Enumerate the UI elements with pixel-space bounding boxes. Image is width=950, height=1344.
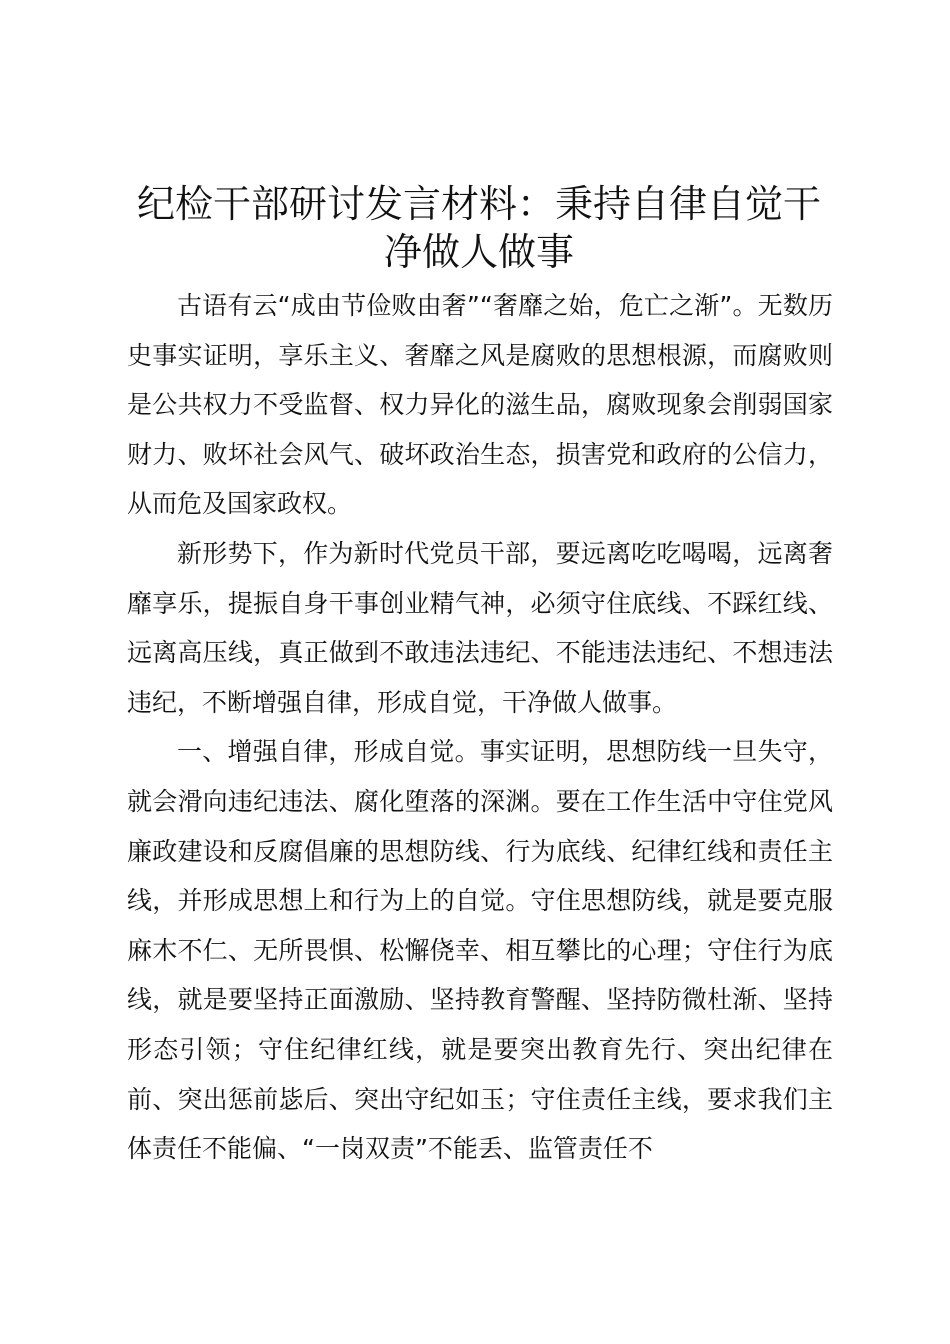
paragraph-situation: 新形势下，作为新时代党员干部，要远离吃吃喝喝，远离奢靡享乐，提振自身干事创业精气神，必须守住底线、不踩红线、远离高压线，真正做到不敢违法违纪、不能违法违纪、不想违法违纪，不断增强自律，形成自觉，干净做人做事。 <box>127 538 833 717</box>
document-body <box>127 281 833 1174</box>
document-title: 纪检干部研讨发言材料：秉持自律自觉干净做人做事 <box>136 182 821 274</box>
paragraph-intro: 古语有云“成由节俭败由奢”“奢靡之始，危亡之渐”。无数历史事实证明，享乐主义、奢靡之风是腐败的思想根源，而腐败则是公共权力不受监督、权力异化的滋生品，腐败现象会削弱国家财力、败坏社会风气、破坏政治生态，损害党和政府的公信力，从而危及国家政权。 <box>127 291 833 519</box>
paragraph-section-one: 一、增强自律，形成自觉。事实证明，思想防线一旦失守，就会滑向违纪违法、腐化堕落的深渊。要在工作生活中守住党风廉政建设和反腐倡廉的思想防线、行为底线、纪律红线和责任主线，并形成思想上和行为上的自觉。守住思想防线，就是要克服麻木不仁、无所畏惧、松懈侥幸、相互攀比的心理；守住行为底线，就是要坚持正面激励、坚持教育警醒、坚持防微杜渐、坚持形态引领；守住纪律红线，就是要突出教育先行、突出纪律在前、突出惩前毖后、突出守纪如玉；守住责任主线，要求我们主体责任不能偏、“一岗双责”不能丢、监管责任不 <box>127 737 833 1164</box>
